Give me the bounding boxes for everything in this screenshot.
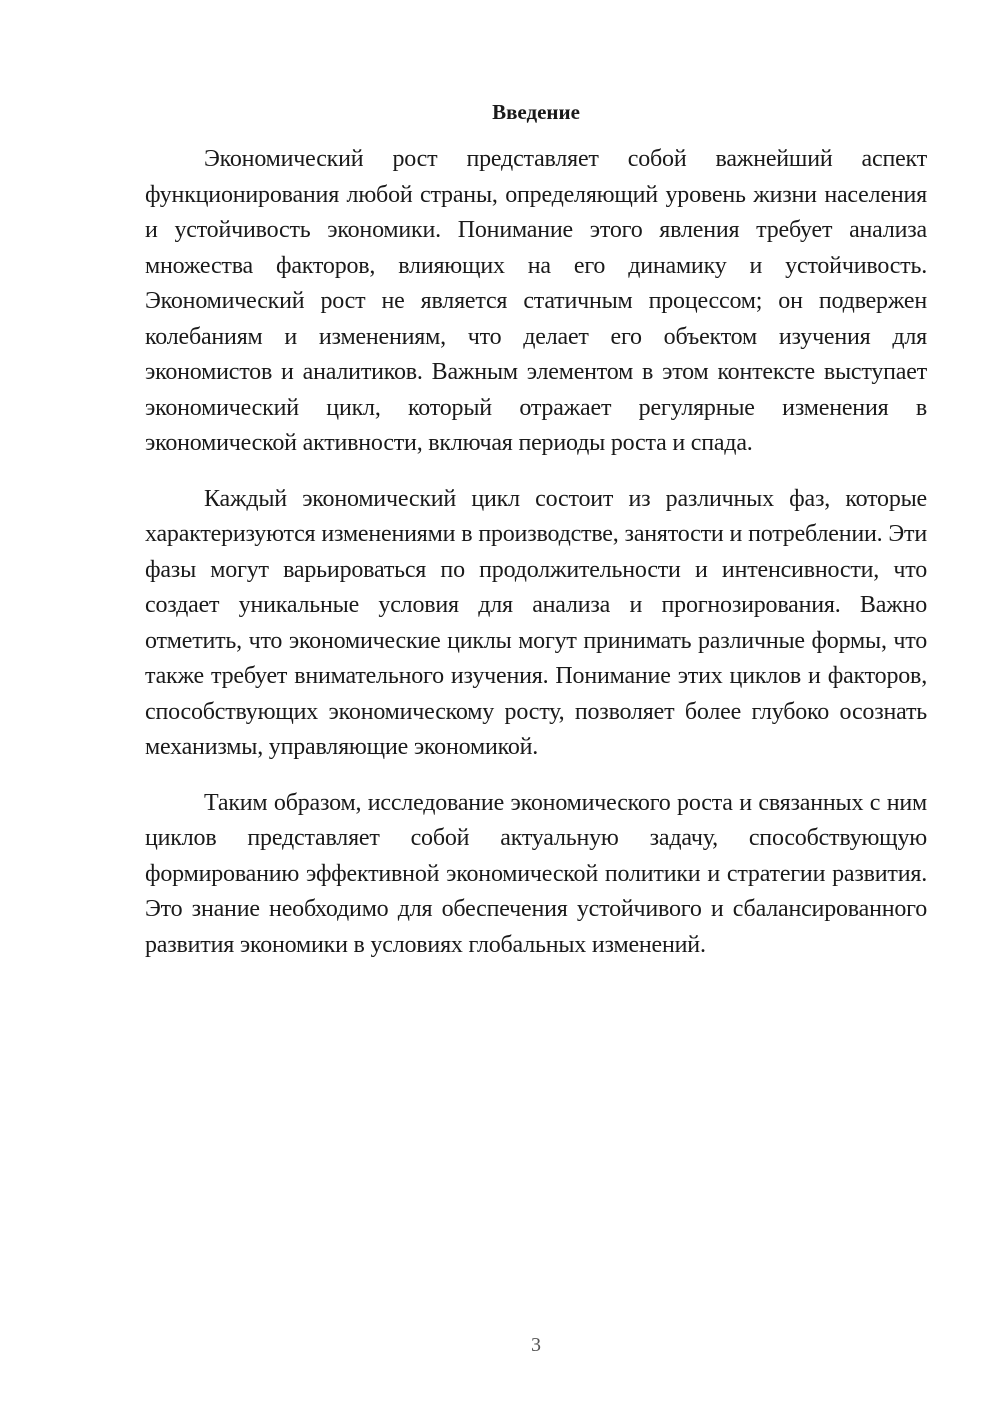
section-heading: Введение: [492, 100, 580, 124]
paragraph-1: Экономический рост представляет собой важнейший аспект функционирования любой страны, определяющий уровень жизни населения и устойчивость экономики. Понимание этого явления требует анализа множества факторов, влияющих на его динамику и устойчивость. Экономический рост не является статичным процессом; он подвержен колебаниям и изменениям, что делает его объектом изучения для экономистов и аналитиков. Важным элементом в этом контексте выступает экономический цикл, который отражает регулярные изменения в экономической активности, включая периоды роста и спада.: [145, 146, 927, 456]
page-number: 3: [531, 1334, 541, 1356]
paragraph-2: Каждый экономический цикл состоит из различных фаз, которые характеризуются изменениями в производстве, занятости и потреблении. Эти фазы могут варьироваться по продолжительности и интенсивности, что создает уникальные условия для анализа и прогнозирования. Важно отметить, что экономические циклы могут принимать различные формы, что также требует внимательного изучения. Понимание этих циклов и факторов, способствующих экономическому росту, позволяет более глубоко осознать механизмы, управляющие экономикой.: [145, 485, 927, 760]
paragraph-3: Таким образом, исследование экономического роста и связанных с ним циклов представляет собой актуальную задачу, способствующую формированию эффективной экономической политики и стратегии развития. Это знание необходимо для обеспечения устойчивого и сбалансированного развития экономики в условиях глобальных изменений.: [145, 789, 927, 958]
body-text: [145, 142, 927, 983]
